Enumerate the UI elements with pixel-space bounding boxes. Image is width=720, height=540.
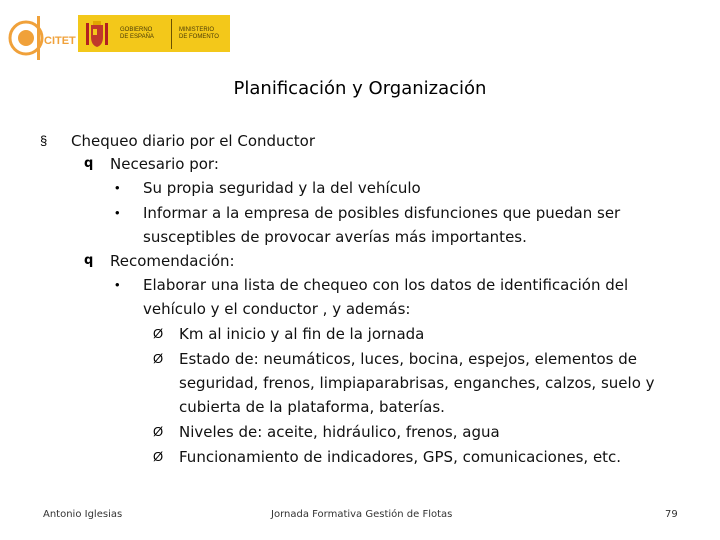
bullet-marker-icon: q (84, 156, 94, 171)
footer-author: Antonio Iglesias (43, 509, 123, 520)
bullet-marker-icon: q (84, 253, 94, 268)
bullet-marker-icon: Ø (153, 449, 164, 464)
slide-title: Planificación y Organización (233, 78, 487, 99)
bullet-text-level-3: Informar a la empresa de posibles disfunciones que puedan ser (143, 204, 621, 222)
bullet-marker-icon: • (115, 277, 120, 292)
ministry-label: MINISTERIO DE FOMENTO (179, 26, 219, 40)
bullet-marker-icon: Ø (153, 424, 164, 439)
bullet-marker-icon: Ø (153, 351, 164, 366)
citet-logo-text: CITET (44, 35, 76, 47)
bullet-text-level-4: Km al inicio y al fin de la jornada (179, 325, 425, 343)
bullet-text-level-4: seguridad, frenos, limpiaparabrisas, enganches, calzos, suelo y (179, 374, 655, 392)
bullet-text-level-4: Niveles de: aceite, hidráulico, frenos, agua (179, 423, 500, 441)
footer-event: Jornada Formativa Gestión de Flotas (271, 509, 453, 520)
page-number: 79 (665, 509, 678, 520)
bullet-marker-icon: • (115, 180, 120, 195)
bullet-marker-icon: § (40, 133, 48, 148)
bullet-text-level-1: Chequeo diario por el Conductor (71, 132, 316, 150)
bullet-text-level-3: Elaborar una lista de chequeo con los datos de identificación del (143, 276, 629, 294)
bullet-text-level-2: Recomendación: (110, 252, 235, 270)
bullet-text-level-3: vehículo y el conductor , y además: (143, 300, 411, 318)
bullet-text-level-4: Funcionamiento de indicadores, GPS, comunicaciones, etc. (179, 448, 622, 466)
gov-spain-label: GOBIERNO DE ESPAÑA (120, 26, 154, 40)
bullet-marker-icon: Ø (153, 326, 164, 341)
bullet-text-level-4: cubierta de la plataforma, baterías. (179, 398, 445, 416)
bullet-text-level-4: Estado de: neumáticos, luces, bocina, espejos, elementos de (179, 350, 637, 368)
bullet-text-level-3: Su propia seguridad y la del vehículo (143, 179, 421, 197)
bullet-text-level-3: susceptibles de provocar averías más importantes. (143, 228, 527, 246)
bullet-text-level-2: Necesario por: (110, 155, 219, 173)
bullet-marker-icon: • (115, 205, 120, 220)
